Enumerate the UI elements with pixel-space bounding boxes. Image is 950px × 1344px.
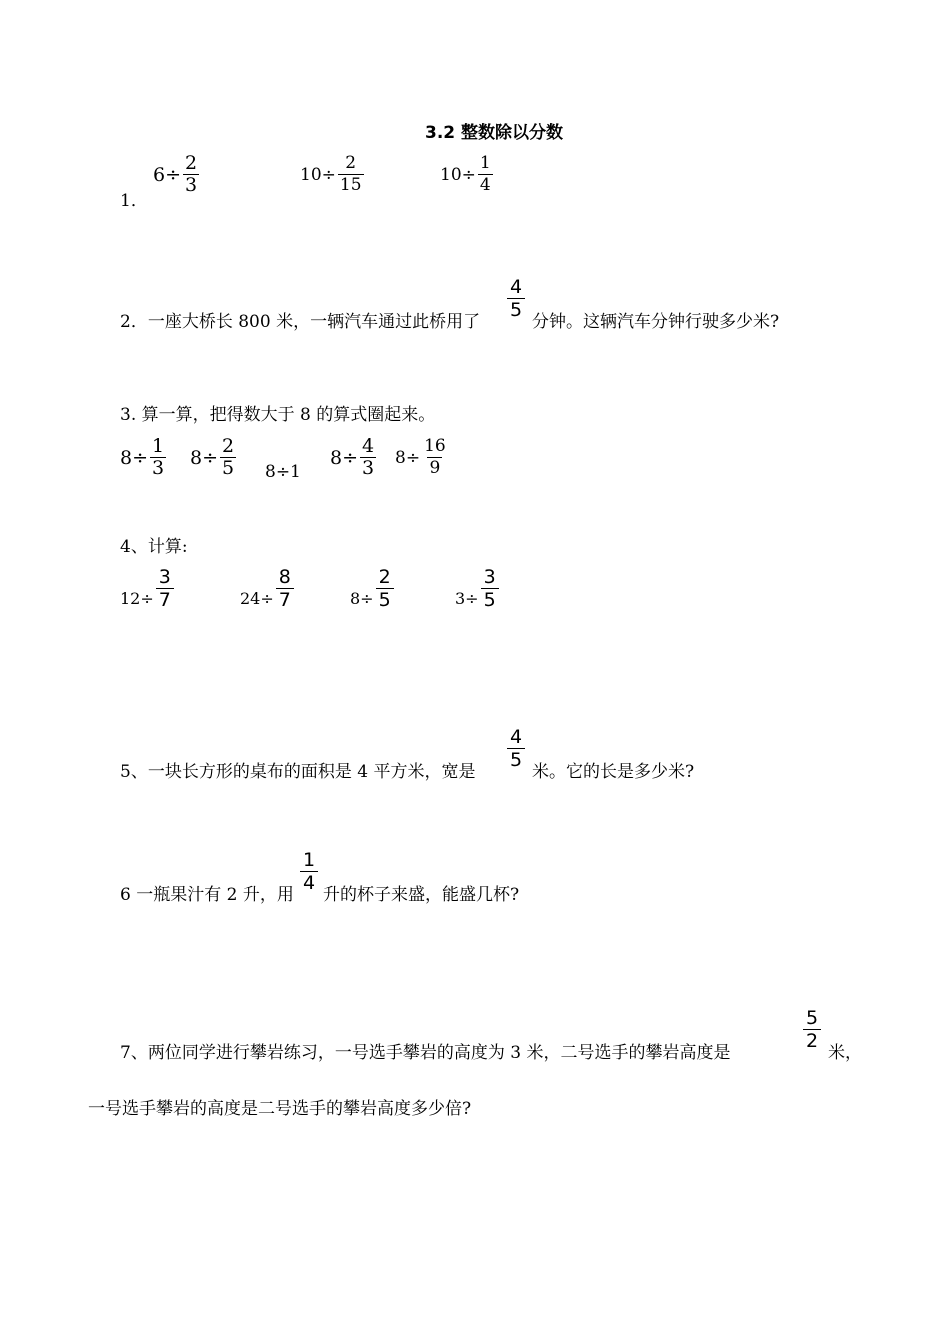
denominator: 15 [339,175,362,195]
q3-expr-2 [190,436,236,479]
denominator: 4 [300,871,318,894]
fraction [220,436,236,479]
fraction [338,153,364,196]
numerator: 3 [483,566,496,588]
expr-lhs: 8÷ [190,446,219,469]
q3-text: 3. 算一算，把得数大于 8 的算式圈起来。 [120,405,436,425]
denominator: 3 [185,174,198,196]
denominator: 5 [507,298,525,321]
numerator: 1 [479,153,491,173]
q3-expr-3: 8÷1 [265,462,301,482]
fraction [376,566,394,611]
denominator: 3 [362,457,375,479]
denominator: 9 [429,458,441,478]
expr-lhs: 3÷ [455,589,479,608]
q5-text-after: 米。它的长是多少米? [532,762,695,782]
fraction [276,566,294,611]
q1-expr-2 [300,153,364,196]
expr-lhs: 6÷ [153,163,182,186]
expr-lhs: 10÷ [440,164,476,185]
numerator: 4 [362,435,375,457]
expr-lhs: 12÷ [120,589,154,608]
fraction [481,566,499,611]
denominator: 7 [276,588,294,611]
expr-lhs: 8÷ [330,446,359,469]
fraction [478,153,493,196]
fraction [183,153,199,196]
q2-fraction [507,276,525,321]
numerator: 2 [222,435,235,457]
q5-text-before: 5、一块长方形的桌布的面积是 4 平方米，宽是 [120,762,476,782]
denominator: 3 [152,457,165,479]
q4-expr-1 [120,566,174,611]
page-title: 3.2 整数除以分数 [425,123,564,143]
fraction [156,566,174,611]
expr-lhs: 8÷ [350,589,374,608]
q7-text-line2: 一号选手攀岩的高度是二号选手的攀岩高度多少倍? [88,1099,472,1119]
q1-expr-1 [153,153,199,196]
q7-text-before: 7、两位同学进行攀岩练习，一号选手攀岩的高度为 3 米，二号选手的攀岩高度是 [120,1043,731,1063]
numerator: 4 [510,726,523,748]
q4-expr-2 [240,566,294,611]
q7-fraction [803,1007,821,1052]
numerator: 4 [510,276,523,298]
denominator: 7 [156,588,174,611]
numerator: 2 [185,152,198,174]
expr-lhs: 24÷ [240,589,274,608]
denominator: 5 [222,457,235,479]
numerator: 1 [303,849,316,871]
numerator: 1 [152,435,165,457]
q3-expr-5 [395,436,448,479]
q6-text-after: 升的杯子来盛，能盛几杯? [323,885,520,905]
expr-lhs: 10÷ [300,164,336,185]
expr-lhs: 8÷ [120,446,149,469]
q4-text: 4、计算: [120,537,188,557]
numerator: 8 [278,566,291,588]
q6-text-before: 6 一瓶果汁有 2 升，用 [120,885,294,905]
numerator: 2 [378,566,391,588]
expr-lhs: 8÷ [395,447,421,468]
numerator: 5 [806,1007,819,1029]
numerator: 3 [158,566,171,588]
fraction [360,436,376,479]
denominator: 5 [376,588,394,611]
q3-expr-4 [330,436,376,479]
numerator: 16 [424,436,446,456]
q6-fraction [300,849,318,894]
q1-expr-3 [440,153,493,196]
q3-expr-1 [120,436,166,479]
numerator: 2 [345,153,357,173]
q5-fraction [507,726,525,771]
denominator: 5 [507,748,525,771]
q7-text-after: 米， [828,1043,862,1063]
denominator: 2 [803,1029,821,1052]
q2-text-before: 2．一座大桥长 800 米，一辆汽车通过此桥用了 [120,312,481,332]
q1-label: 1． [120,191,148,211]
q4-expr-4 [455,566,499,611]
fraction [150,436,166,479]
fraction [422,436,448,479]
denominator: 4 [479,175,491,195]
q2-text-after: 分钟。这辆汽车分钟行驶多少米? [532,312,780,332]
denominator: 5 [481,588,499,611]
q4-expr-3 [350,566,394,611]
